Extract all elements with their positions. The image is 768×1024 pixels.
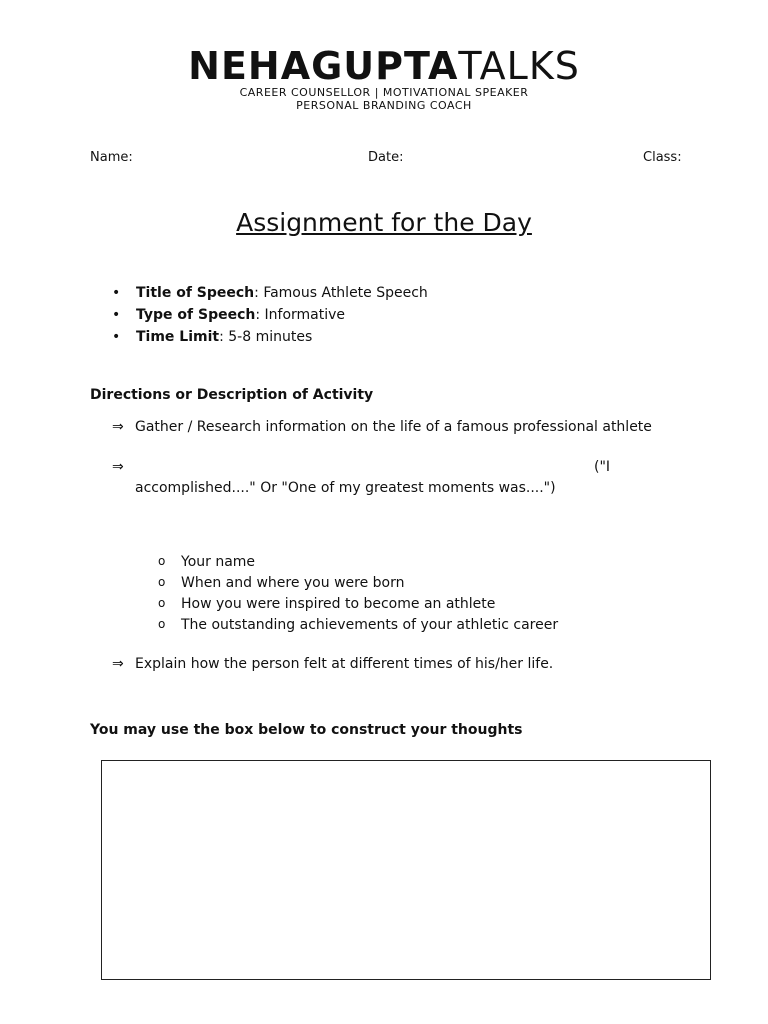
page-title: Assignment for the Day [236,208,532,237]
detail-value: : Famous Athlete Speech [254,285,428,301]
detail-label: Time Limit [136,329,220,345]
thoughts-box-heading: You may use the box below to construct your thoughts [90,722,523,738]
class-label: Class: [643,150,682,165]
detail-value: : 5-8 minutes [219,329,313,345]
direction-step-2 [112,457,612,499]
speech-details-list [112,282,428,348]
logo-light-text: TALKS [458,44,580,88]
directions-heading: Directions or Description of Activity [90,387,374,403]
logo-tagline-2: PERSONAL BRANDING COACH [296,99,472,112]
thoughts-writing-box[interactable] [101,760,711,980]
detail-label: Type of Speech [136,307,256,323]
direction-step-1 [112,417,652,438]
detail-title-of-speech [112,282,428,304]
logo-bold-text: NEHAGUPTA [188,44,459,88]
detail-type-of-speech [112,304,428,326]
arrow-icon: ⇒ [112,656,124,672]
step-2-quote-start: ("I [594,459,611,475]
detail-value: : Informative [255,307,346,323]
arrow-icon: ⇒ [112,419,124,435]
detail-time-limit [112,326,428,348]
logo-tagline-1: CAREER COUNSELLOR | MOTIVATIONAL SPEAKER [239,86,529,99]
brand-logo [0,46,768,112]
direction-step-3 [112,654,553,675]
athlete-details-list [158,552,558,636]
date-label: Date: [368,150,404,165]
step-3-text: Explain how the person felt at different times of his/her life. [135,656,554,672]
list-item: o Your name [158,552,558,573]
arrow-icon: ⇒ [112,459,124,475]
list-item: o When and where you were born [158,573,558,594]
detail-label: Title of Speech [136,285,255,301]
list-item: o How you were inspired to become an athlete [158,594,558,615]
logo-wordmark [188,46,580,86]
list-item: o The outstanding achievements of your athletic career [158,615,558,636]
step-2-continuation: accomplished...." Or "One of my greatest moments was....") [135,480,556,496]
name-label: Name: [90,150,133,165]
step-1-text: Gather / Research information on the life of a famous professional athlete [135,419,652,435]
